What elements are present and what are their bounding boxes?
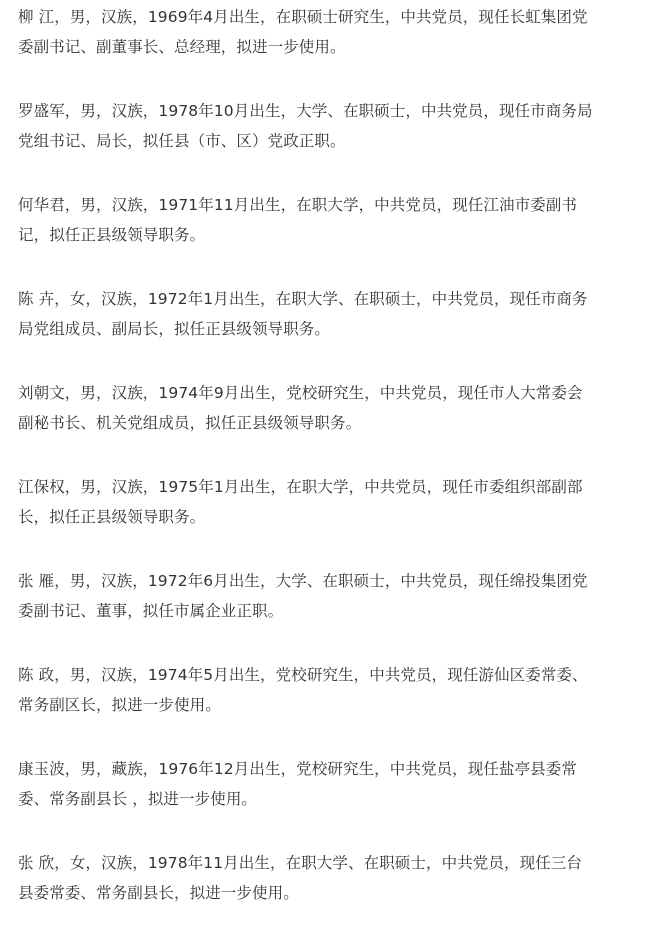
- paragraph-line: 委副书记、董事，拟任市属企业正职。: [18, 602, 284, 620]
- paragraph-chen-zheng: [18, 660, 644, 720]
- paragraph-line: 张 雁，男，汉族，1972年6月出生，大学、在职硕士，中共党员，现任绵投集团党: [18, 572, 588, 590]
- paragraph-line: 记，拟任正县级领导职务。: [18, 226, 206, 244]
- paragraph-line: 常务副区长，拟进一步使用。: [18, 696, 221, 714]
- paragraph-kang-yubo: [18, 754, 644, 814]
- paragraph-chen-hui: [18, 284, 644, 344]
- paragraph-line: 党组书记、局长，拟任县（市、区）党政正职。: [18, 132, 346, 150]
- paragraph-line: 何华君，男，汉族，1971年11月出生，在职大学，中共党员，现任江油市委副书: [18, 196, 577, 214]
- paragraph-luo-shengjun: [18, 96, 644, 156]
- paragraph-zhang-xin: [18, 848, 644, 908]
- paragraph-liu-jiang: [18, 2, 644, 62]
- paragraph-zhang-yan: [18, 566, 644, 626]
- paragraph-line: 张 欣，女，汉族，1978年11月出生，在职大学、在职硕士，中共党员，现任三台: [18, 854, 582, 872]
- paragraph-he-huajun: [18, 190, 644, 250]
- paragraph-line: 委副书记、副董事长、总经理，拟进一步使用。: [18, 38, 346, 56]
- paragraph-line: 局党组成员、副局长，拟任正县级领导职务。: [18, 320, 331, 338]
- paragraph-line: 陈 政，男，汉族，1974年5月出生，党校研究生，中共党员，现任游仙区委常委、: [18, 666, 588, 684]
- article-body: [18, 2, 644, 942]
- paragraph-line: 副秘书长、机关党组成员，拟任正县级领导职务。: [18, 414, 362, 432]
- paragraph-line: 长，拟任正县级领导职务。: [18, 508, 206, 526]
- paragraph-jiang-baoquan: [18, 472, 644, 532]
- paragraph-line: 康玉波，男，藏族，1976年12月出生，党校研究生，中共党员，现任盐亭县委常: [18, 760, 577, 778]
- paragraph-line: 江保权，男，汉族，1975年1月出生，在职大学，中共党员，现任市委组织部副部: [18, 478, 583, 496]
- paragraph-line: 陈 卉，女，汉族，1972年1月出生，在职大学、在职硕士，中共党员，现任市商务: [18, 290, 588, 308]
- paragraph-line: 柳 江，男，汉族，1969年4月出生，在职硕士研究生，中共党员，现任长虹集团党: [18, 8, 588, 26]
- paragraph-line: 县委常委、常务副县长，拟进一步使用。: [18, 884, 299, 902]
- paragraph-liu-chaowen: [18, 378, 644, 438]
- paragraph-line: 罗盛军，男，汉族，1978年10月出生，大学、在职硕士，中共党员，现任市商务局: [18, 102, 593, 120]
- paragraph-line: 委、常务副县长 ，拟进一步使用。: [18, 790, 258, 808]
- paragraph-line: 刘朝文，男，汉族，1974年9月出生，党校研究生，中共党员，现任市人大常委会: [18, 384, 583, 402]
